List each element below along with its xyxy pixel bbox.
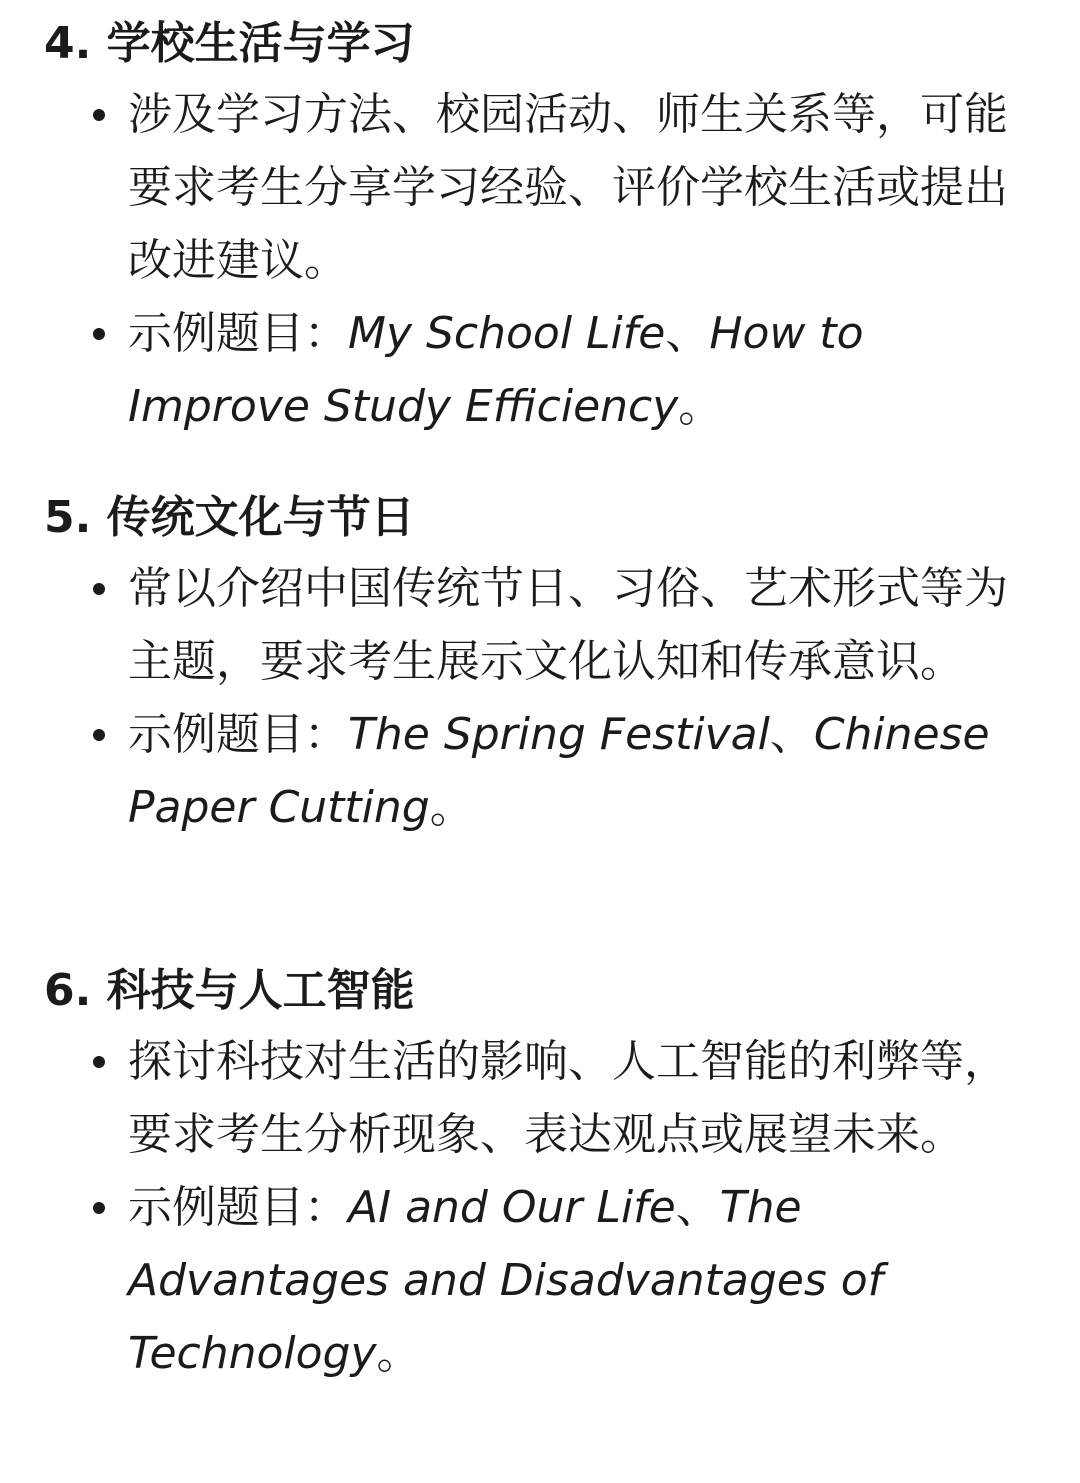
topic-section-5 bbox=[0, 484, 1080, 844]
section-number: 6. bbox=[44, 965, 92, 1016]
example-title-2: How to Improve Study Efficiency bbox=[128, 308, 864, 432]
description-bullet bbox=[0, 552, 1008, 698]
topic-section-6 bbox=[0, 957, 1080, 1390]
bullet-dot-icon bbox=[93, 1202, 105, 1214]
example-separator: 、 bbox=[769, 709, 814, 760]
description-text: 常以介绍中国传统节日、习俗、艺术形式等为主题，要求考生展示文化认知和传承意识。 bbox=[128, 563, 1008, 687]
example-bullet bbox=[0, 1171, 1008, 1390]
bullet-dot-icon bbox=[93, 1056, 105, 1068]
example-end-mark: 。 bbox=[376, 1328, 421, 1379]
description-bullet bbox=[0, 78, 1008, 297]
section-number: 4. bbox=[44, 18, 92, 69]
bullet-dot-icon bbox=[93, 109, 105, 121]
description-bullet bbox=[0, 1025, 1008, 1171]
description-text: 探讨科技对生活的影响、人工智能的利弊等，要求考生分析现象、表达观点或展望未来。 bbox=[128, 1036, 1008, 1160]
example-end-mark: 。 bbox=[678, 381, 723, 432]
section-title: 科技与人工智能 bbox=[106, 965, 415, 1016]
example-bullet bbox=[0, 297, 1008, 443]
example-separator: 、 bbox=[675, 1182, 720, 1233]
example-label: 示例题目： bbox=[128, 308, 348, 359]
example-bullet bbox=[0, 698, 1008, 844]
example-title-2: Chinese Paper Cutting bbox=[128, 709, 990, 833]
section-number: 5. bbox=[44, 492, 92, 543]
description-text: 涉及学习方法、校园活动、师生关系等，可能要求考生分享学习经验、评价学校生活或提出改进建议。 bbox=[128, 89, 1008, 286]
bullet-list bbox=[0, 552, 1080, 844]
bullet-list bbox=[0, 1025, 1080, 1390]
example-title-2: The Advantages and Disadvantages of Technology bbox=[128, 1182, 884, 1379]
topic-section-4 bbox=[0, 10, 1080, 443]
example-title-1: The Spring Festival bbox=[348, 709, 770, 760]
section-heading bbox=[0, 957, 1080, 1025]
example-title-1: My School Life bbox=[348, 308, 666, 359]
section-heading bbox=[0, 484, 1080, 552]
bullet-dot-icon bbox=[93, 328, 105, 340]
example-title-1: AI and Our Life bbox=[348, 1182, 676, 1233]
example-label: 示例题目： bbox=[128, 1182, 348, 1233]
example-separator: 、 bbox=[665, 308, 710, 359]
section-title: 学校生活与学习 bbox=[106, 18, 415, 69]
bullet-dot-icon bbox=[93, 583, 105, 595]
example-label: 示例题目： bbox=[128, 709, 348, 760]
bullet-list bbox=[0, 78, 1080, 443]
section-title: 传统文化与节日 bbox=[106, 492, 415, 543]
section-heading bbox=[0, 10, 1080, 78]
bullet-dot-icon bbox=[93, 729, 105, 741]
example-end-mark: 。 bbox=[429, 782, 474, 833]
